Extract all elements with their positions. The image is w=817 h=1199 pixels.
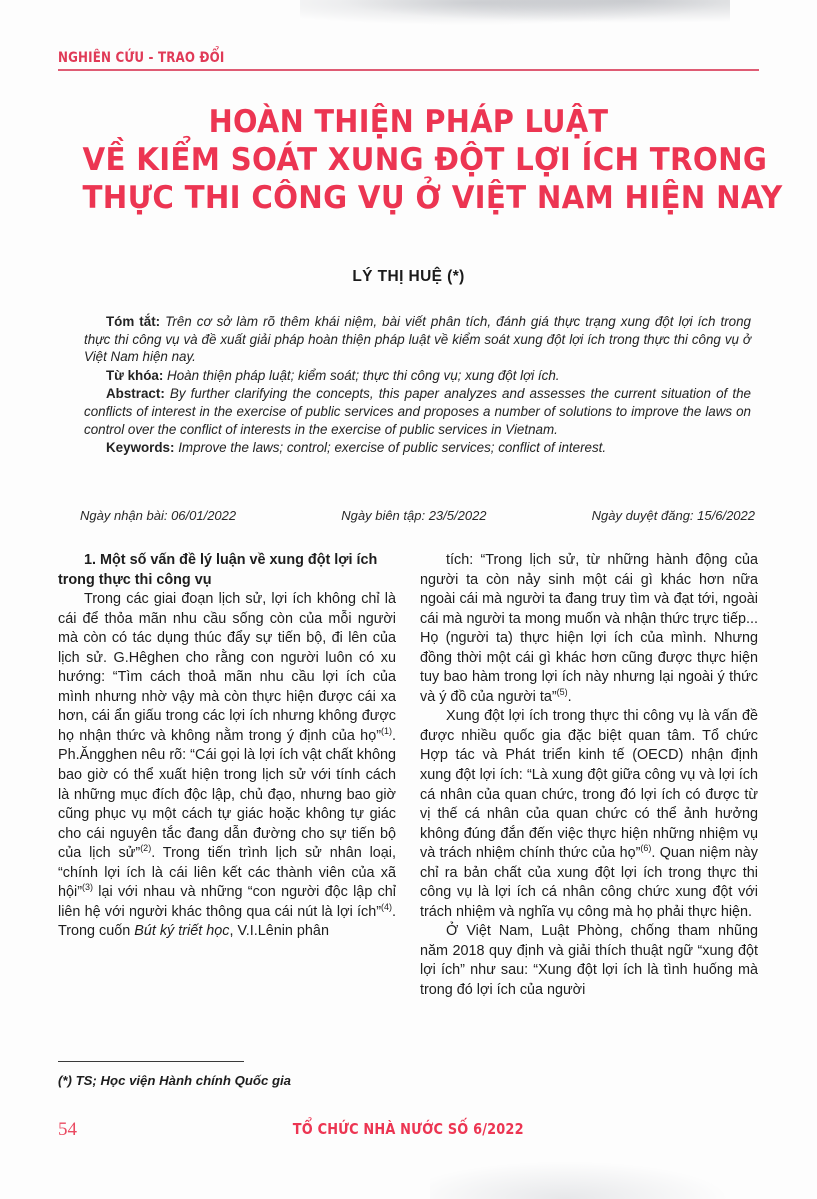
footnote-ref-4: (4) — [381, 902, 392, 913]
left-para-text-b: . Ph.Ăngghen nêu rõ: “Cái gọi là lợi ích vật chất không bao giờ có thể xuất hiện trong lịch sử với tính cách là những mục đích độc lập, chủ đạo, nhưng bao giờ cũng phục vụ một cách tự giác hoặc không tự giác cho cái nguyên tắc đang dẫn đường cho sự tiến bộ của lịch sử” — [58, 727, 396, 862]
abstract-tomtat — [84, 313, 751, 366]
footnote-ref-5: (5) — [556, 687, 568, 698]
cited-book-title: Bút ký triết học — [134, 923, 230, 940]
abstract-english-text: By further clarifying the concepts, this paper analyzes and assesses the current situation of the conflicts of interest in the exercise of public services and proposes a number of solutions to improve the laws on control over the conflict of interests in the exercise of public services in Vietnam. — [84, 386, 751, 437]
article-title-line-2: VỀ KIỂM SOÁT XUNG ĐỘT LỢI ÍCH TRONG — [82, 142, 768, 178]
right-paragraph-2 — [420, 707, 758, 922]
abstract-keywords-label: Keywords: — [106, 440, 175, 456]
footnote-ref-2: (2) — [140, 843, 152, 854]
left-para-text-c: . Trong tiến trình lịch sử nhân loại, “chính lợi ích là cái liên kết các thành viên của xã hội” — [58, 845, 396, 901]
left-para-text-d: lại với nhau và những “con người độc lập chỉ liên hệ với người khác thông qua cái nút là lợi ích” — [58, 884, 396, 920]
date-edited: Ngày biên tập: 23/5/2022 — [341, 508, 487, 523]
publication-dates — [80, 508, 755, 523]
abstract-block — [84, 313, 751, 457]
right-para-2-text-b: . Quan niệm này chỉ ra bản chất của xung đột lợi ích trong thực thi công vụ là lợi ích cá nhân công chức xung đột với trách nhiệm và nghĩa vụ công mà họ phải thực hiện. — [420, 845, 758, 920]
author-name: LÝ THỊ HUỆ (*) — [352, 268, 465, 285]
body-columns — [58, 551, 759, 1088]
footnote-ref-3: (3) — [82, 882, 93, 893]
abstract-keywords-text: Improve the laws; control; exercise of public services; conflict of interest. — [174, 440, 607, 456]
abstract-english-label: Abstract: — [106, 386, 165, 402]
running-head-rule — [58, 69, 759, 71]
right-para-1-text-b: . — [567, 688, 572, 705]
article-title — [58, 103, 783, 217]
right-para-2-text-a: Xung đột lợi ích trong thực thi công vụ là vấn đề được nhiều quốc gia đặc biệt quan tâm. Tổ chức Hợp tác và Phát triển kinh tế (OECD) nhận định xung đột lợi ích: “Là xung đột giữa công vụ và lợi ích cá nhân của quan chức, trong đó lợi ích có được từ vị thế cá nhân của quan chức có thể ảnh hưởng không đúng đắn đến việc thực hiện những nhiệm vụ và trách nhiệm chính thức của họ” — [420, 708, 758, 862]
left-paragraph-1 — [58, 590, 396, 942]
abstract-english — [84, 385, 751, 438]
abstract-keywords — [84, 439, 751, 457]
abstract-tukhoa-text: Hoàn thiện pháp luật; kiểm soát; thực thi công vụ; xung đột lợi ích. — [163, 367, 560, 383]
date-approved: Ngày duyệt đăng: 15/6/2022 — [591, 508, 755, 523]
right-column — [420, 551, 758, 1088]
date-received: Ngày nhận bài: 06/01/2022 — [80, 508, 237, 523]
footnote-rule — [58, 1061, 244, 1062]
footnote-ref-1: (1) — [381, 726, 392, 737]
left-para-text-f: , V.I.Lênin phân — [229, 923, 329, 940]
footnote-ref-6: (6) — [640, 843, 652, 854]
right-paragraph-3: Ở Việt Nam, Luật Phòng, chống tham nhũng năm 2018 quy định và giải thích thuật ngữ “xung đột lợi ích” như sau: “Xung đột lợi ích là tình huống mà trong đó lợi ích của người — [420, 923, 758, 999]
journal-footer-title — [58, 1120, 759, 1138]
abstract-tukhoa — [84, 367, 751, 385]
footnote-area — [58, 1061, 396, 1088]
right-paragraph-1 — [420, 551, 758, 707]
article-title-line-1: HOÀN THIỆN PHÁP LUẬT — [208, 104, 609, 140]
article-title-line-3: THỰC THI CÔNG VỤ Ở VIỆT NAM HIỆN NAY — [82, 180, 783, 216]
journal-footer-text: TỔ CHỨC NHÀ NƯỚC SỐ 6/2022 — [293, 1120, 524, 1138]
running-head-label: NGHIÊN CỨU - TRAO ĐỔI — [58, 50, 225, 66]
section-heading: 1. Một số vấn đề lý luận về xung đột lợi ích trong thực thi công vụ — [58, 552, 378, 588]
page-footer — [58, 1117, 759, 1147]
page-content — [58, 0, 783, 1199]
left-column — [58, 551, 396, 1088]
abstract-tomtat-label: Tóm tắt: — [106, 314, 161, 329]
left-para-text-a: Trong các giai đoạn lịch sử, lợi ích không chỉ là cái để thỏa mãn nhu cầu sống còn của mỗi người mà còn có tác dụng thúc đẩy sự tiến bộ, đi lên của lịch sử. G.Hêghen cho rằng con người luôn có xu hướng: “Tìm cách thoả mãn nhu cầu lợi ích của mình nhưng nhờ vậy mà còn thực hiện được cái xa hơn, cái ẩn giấu trong các lợi ích nhưng không được họ nhận thức và không nằm trong ý định của họ” — [58, 591, 396, 744]
footnote-affiliation: (*) TS; Học viện Hành chính Quốc gia — [58, 1073, 291, 1088]
abstract-tukhoa-label: Từ khóa: — [106, 367, 164, 383]
page-number: 54 — [58, 1119, 77, 1140]
left-para-text-e: . Trong cuốn — [58, 903, 396, 940]
running-head — [58, 49, 759, 71]
abstract-tomtat-text: Trên cơ sở làm rõ thêm khái niệm, bài viết phân tích, đánh giá thực trạng xung đột lợi ích trong thực thi công vụ và đề xuất giải pháp hoàn thiện pháp luật về kiểm soát xung đột lợi ích trong thực thi công vụ ở Việt Nam hiện nay. — [84, 314, 752, 365]
right-para-1-text-a: tích: “Trong lịch sử, từ những hành động của người ta còn nảy sinh một cái gì khác hơn nữa ngoài cái mà người ta đang truy tìm và đạt tới, ngoài cái mà người ta mong muốn và nhận thức trực tiếp... Họ (người ta) thực hiện lợi ích của mình. Nhưng đồng thời một cái gì khác hơn cũng được thực hiện tuy bao hàm trong lợi ích này nhưng lại ngoài ý thức và ý đồ của người ta” — [420, 552, 758, 705]
